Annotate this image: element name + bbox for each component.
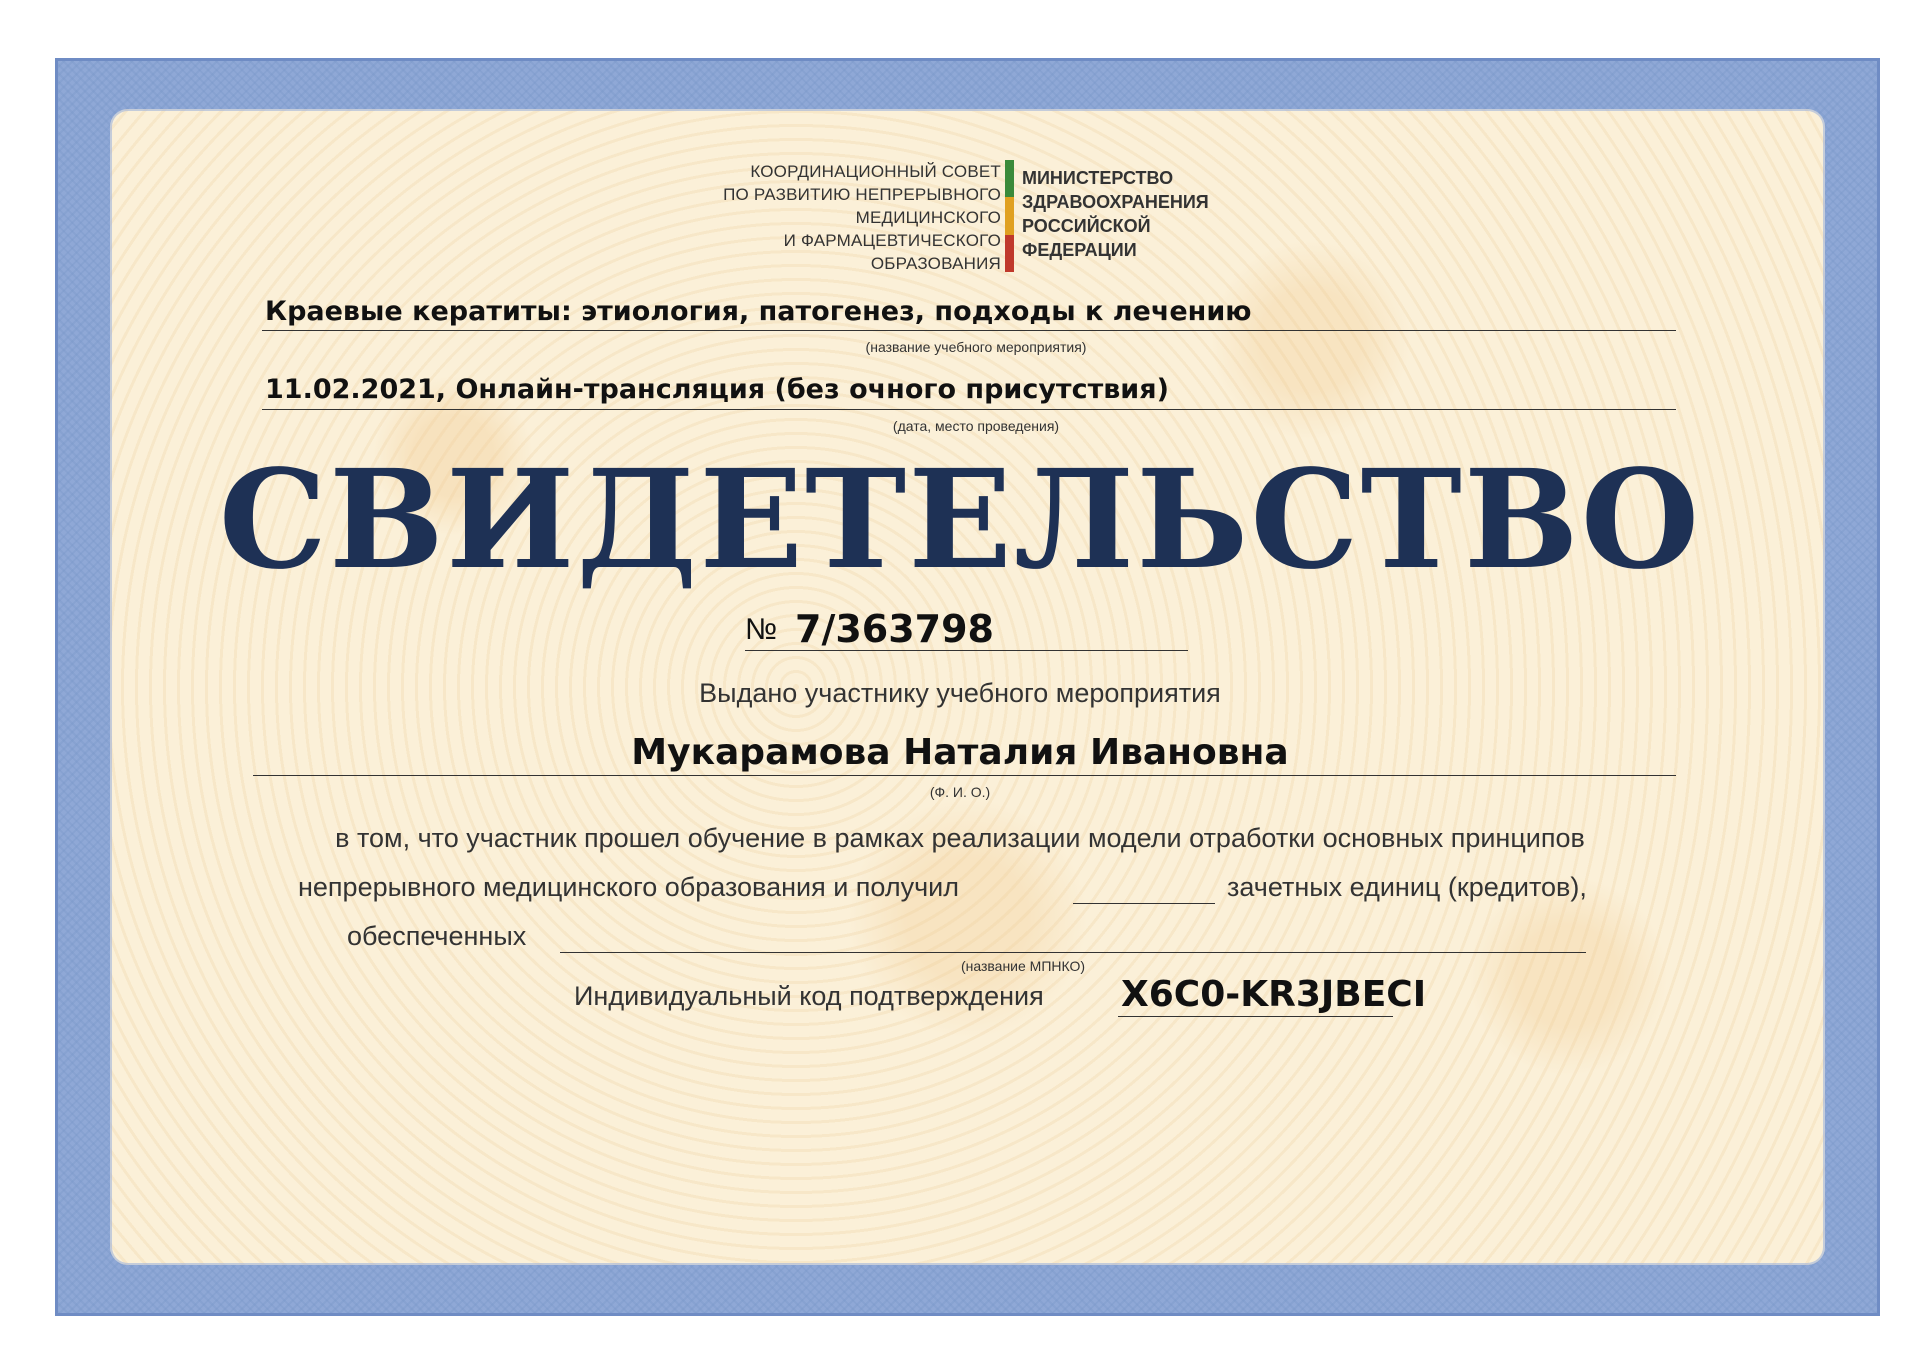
event-name: Краевые кератиты: этиология, патогенез, подходы к лечению — [265, 296, 1252, 327]
council-line: КООРДИНАЦИОННЫЙ СОВЕТ — [750, 162, 1001, 181]
code-underline — [1118, 1016, 1393, 1017]
council-name — [641, 160, 1001, 275]
statement-line-1: в том, что участник прошел обучение в рамках реализации модели отработки основных принципов — [335, 823, 1585, 853]
code-label: Индивидуальный код подтверждения — [574, 981, 1044, 1011]
certificate-number: 7/363798 — [795, 607, 994, 651]
event-name-underline — [262, 330, 1676, 331]
ministry-line: ФЕДЕРАЦИИ — [1022, 240, 1137, 260]
number-underline — [745, 650, 1188, 651]
council-line: ОБРАЗОВАНИЯ — [870, 254, 1001, 273]
number-label: № — [745, 613, 778, 646]
mpnko-blank-line — [560, 952, 1586, 953]
ministry-line: МИНИСТЕРСТВО — [1022, 168, 1174, 188]
participant-underline — [253, 775, 1676, 776]
council-line: МЕДИЦИНСКОГО — [855, 208, 1001, 227]
flag-stripe-green — [1005, 160, 1014, 197]
statement-line-2b: зачетных единиц (кредитов), — [1227, 872, 1587, 902]
statement-line-3: обеспеченных — [347, 921, 527, 951]
confirmation-code: X6C0-KR3JBECI — [1121, 974, 1427, 1015]
ministry-line: РОССИЙСКОЙ — [1022, 216, 1151, 236]
flag-stripe-orange — [1005, 197, 1014, 234]
event-name-caption: (название учебного мероприятия) — [865, 339, 1087, 355]
flag-stripe-red — [1005, 235, 1014, 272]
statement-line-2a: непрерывного медицинского образования и получил — [298, 872, 959, 902]
date-place-caption: (дата, место проведения) — [892, 418, 1060, 434]
council-line: ПО РАЗВИТИЮ НЕПРЕРЫВНОГО — [723, 185, 1001, 204]
date-place-underline — [262, 409, 1676, 410]
event-date-place: 11.02.2021, Онлайн-трансляция (без очного присутствия) — [265, 374, 1169, 405]
logo-flag-bar — [1005, 160, 1014, 272]
certificate-title: СВИДЕТЕЛЬСТВО — [218, 440, 1702, 600]
participant-name: Мукарамова Наталия Ивановна — [631, 732, 1289, 773]
issued-to-text: Выдано участнику учебного мероприятия — [699, 678, 1221, 708]
ministry-line: ЗДРАВООХРАНЕНИЯ — [1022, 192, 1209, 212]
mpnko-caption: (название МПНКО) — [960, 958, 1086, 974]
council-line: И ФАРМАЦЕВТИЧЕСКОГО — [783, 231, 1001, 250]
ministry-name — [1022, 166, 1282, 262]
participant-caption: (Ф. И. О.) — [929, 784, 991, 800]
credits-blank-line — [1073, 903, 1215, 904]
